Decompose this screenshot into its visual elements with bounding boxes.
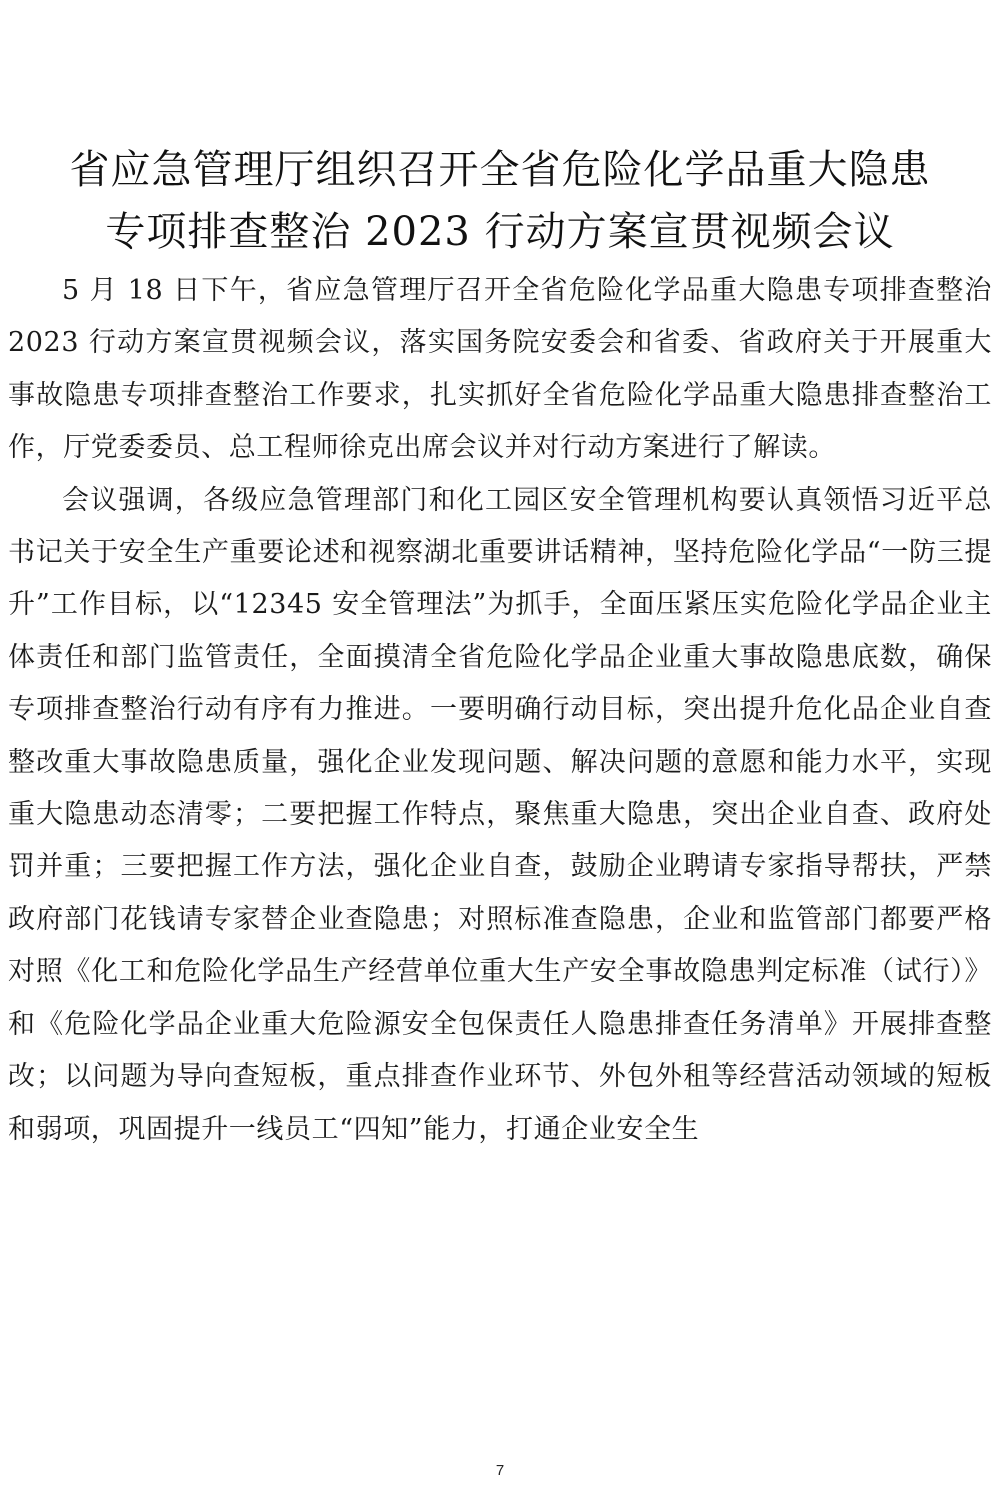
document-title-line-1: 省应急管理厅组织召开全省危险化学品重大隐患 xyxy=(69,147,931,193)
document-body xyxy=(8,265,992,1156)
paragraph: 会议强调，各级应急管理部门和化工园区安全管理机构要认真领悟习近平总书记关于安全生产重要论述和视察湖北重要讲话精神，坚持危险化学品“一防三提升”工作目标，以“12345 安全管理法”为抓手，全面压紧压实危险化学品企业主体责任和部门监管责任，全面摸清全省危险化学品企业重大事故隐患底数，确保专项排查整治行动有序有力推进。一要明确行动目标，突出提升危化品企业自查整改重大事故隐患质量，强化企业发现问题、解决问题的意愿和能力水平，实现重大隐患动态清零；二要把握工作特点，聚焦重大隐患，突出企业自查、政府处罚并重；三要把握工作方法，强化企业自查，鼓励企业聘请专家指导帮扶，严禁政府部门花钱请专家替企业查隐患；对照标准查隐患，企业和监管部门都要严格对照《化工和危险化学品生产经营单位重大生产安全事故隐患判定标准（试行）》和《危险化学品企业重大危险源安全包保责任人隐患排查任务清单》开展排查整改；以问题为导向查短板，重点排查作业环节、外包外租等经营活动领域的短板和弱项，巩固提升一线员工“四知”能力，打通企业安全生 xyxy=(8,484,992,1145)
paragraph: 5 月 18 日下午，省应急管理厅召开全省危险化学品重大隐患专项排查整治 2023 行动方案宣贯视频会议，落实国务院安委会和省委、省政府关于开展重大事故隐患专项排查整治工作要求，扎实抓好全省危险化学品重大隐患排查整治工作，厅党委委员、总工程师徐克出席会议并对行动方案进行了解读。 xyxy=(8,275,992,464)
page-number: 7 xyxy=(495,1462,505,1479)
document-title-line-2: 专项排查整治 2023 行动方案宣贯视频会议 xyxy=(105,209,895,255)
